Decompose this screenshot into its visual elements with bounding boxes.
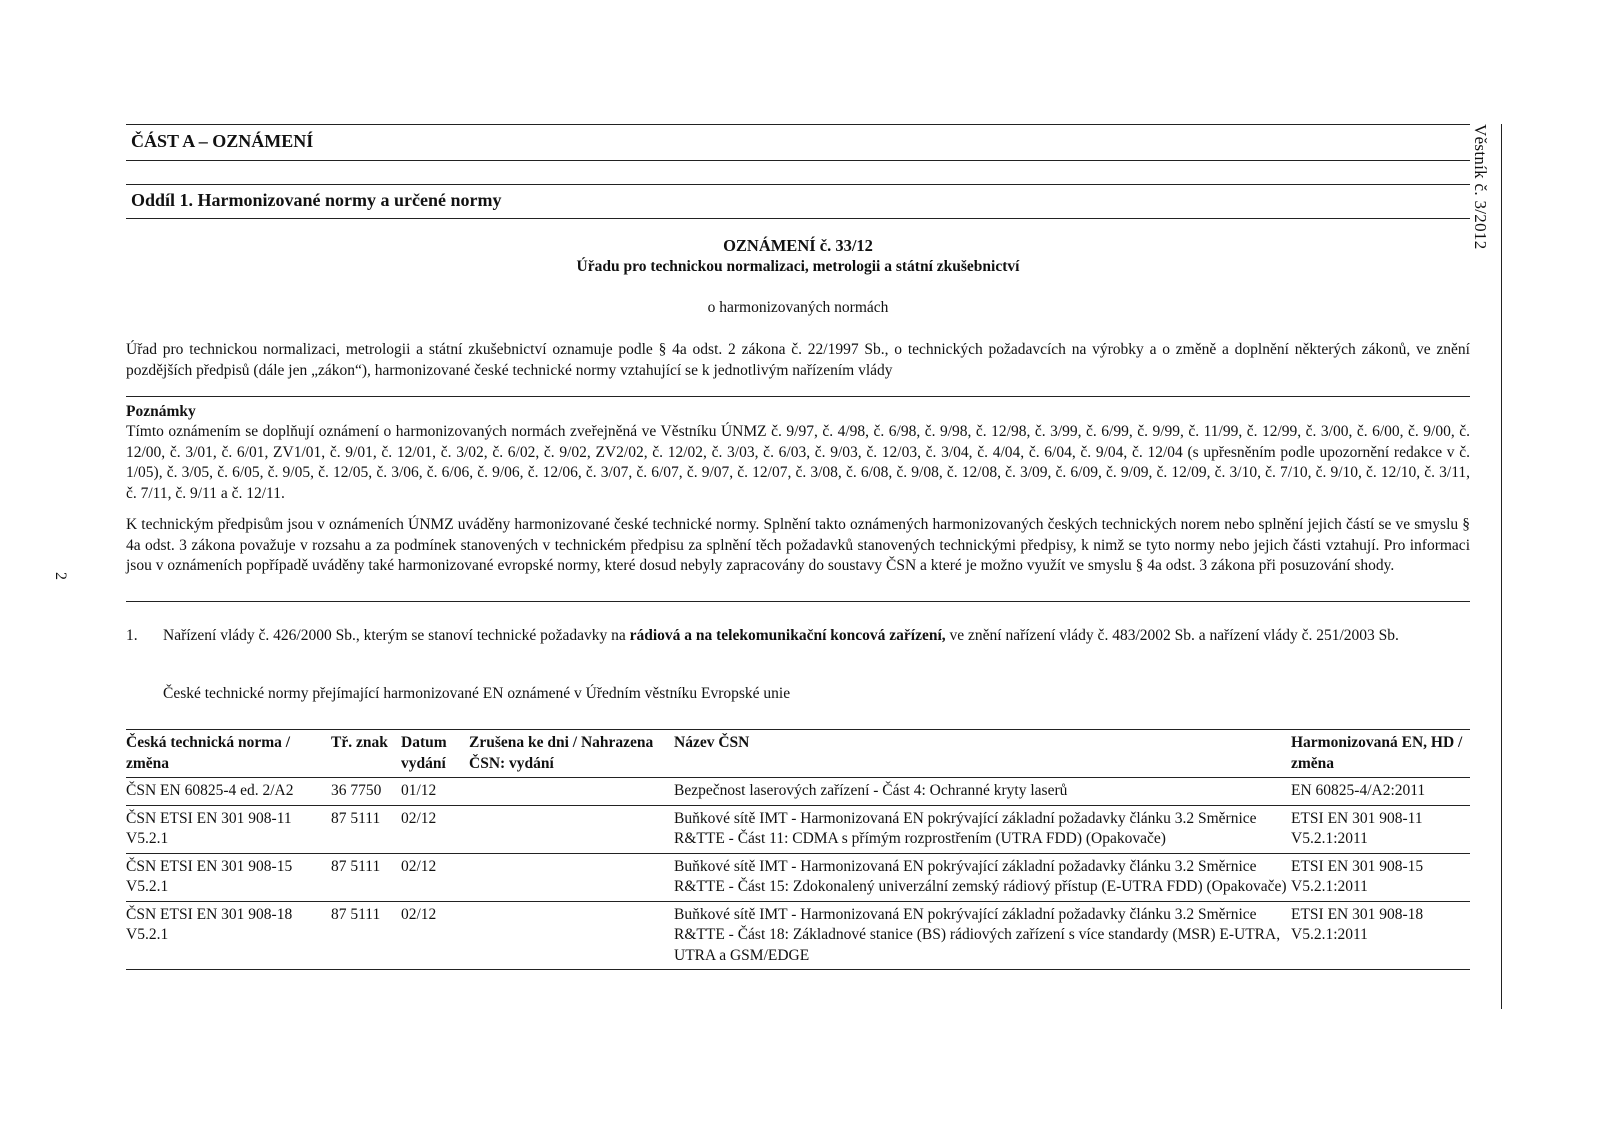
header-norm: Česká technická norma / změna <box>126 734 291 772</box>
cell-title: Buňkové sítě IMT - Harmonizovaná EN pokrývající základní požadavky článku 3.2 Směrnice R&TTE - Část 18: Základnové stanice (BS) rádiových zařízení s více standardy (MSR) E-UTRA, UTRA a GSM/EDGE <box>674 905 1281 964</box>
cell-issue-date: 01/12 <box>401 782 437 799</box>
cell-issue-date: 02/12 <box>401 905 437 923</box>
header-harmonized-en: Harmonizovaná EN, HD / změna <box>1291 734 1463 772</box>
table-row <box>126 901 1470 970</box>
rule-below-section <box>126 218 1470 219</box>
cell-class-code: 87 5111 <box>331 905 381 923</box>
cell-class-code: 87 5111 <box>331 857 381 875</box>
rule-above-section <box>126 184 1470 185</box>
cell-norm: ČSN ETSI EN 301 908-18 V5.2.1 <box>126 905 293 943</box>
cell-withdrawn <box>469 901 674 970</box>
side-rule <box>1501 124 1502 1009</box>
header-issue-date: Datum vydání <box>401 734 447 772</box>
cell-norm: ČSN ETSI EN 301 908-11 V5.2.1 <box>126 809 292 847</box>
cell-norm: ČSN EN 60825-4 ed. 2/A2 <box>126 782 294 799</box>
notice-issuer: Úřadu pro technickou normalizaci, metrologii a státní zkušebnictví <box>576 258 1020 275</box>
rule-below-part <box>126 160 1470 161</box>
item-text-bold: rádiová a na telekomunikační koncová zařízení, <box>629 627 946 644</box>
cell-harmonized-en: ETSI EN 301 908-18 V5.2.1:2011 <box>1291 905 1424 943</box>
part-title: ČÁST A – OZNÁMENÍ <box>131 131 314 151</box>
intro-paragraph: Úřad pro technickou normalizaci, metrologii a státní zkušebnictví oznamuje podle § 4a odst. 2 zákona č. 22/1997 Sb., o technických požadavcích na výrobky a o změně a doplnění některých zákonů, ve znění pozdějších předpisů (dále jen „zákon“), harmonizované české technické normy vztahující se k jednotlivým nařízením vlády <box>126 341 1470 379</box>
cell-withdrawn <box>469 853 674 901</box>
cell-withdrawn <box>469 778 674 806</box>
standards-table <box>126 729 1470 970</box>
item-subtitle: České technické normy přejímající harmonizované EN oznámené v Úředním věstníku Evropské unie <box>163 685 791 702</box>
cell-title: Bezpečnost laserových zařízení - Část 4: Ochranné kryty laserů <box>674 782 1068 799</box>
item-number: 1. <box>126 627 138 644</box>
rule-top <box>126 124 1470 125</box>
cell-harmonized-en: ETSI EN 301 908-11 V5.2.1:2011 <box>1291 809 1423 847</box>
cell-issue-date: 02/12 <box>401 857 437 875</box>
cell-title: Buňkové sítě IMT - Harmonizovaná EN pokrývající základní požadavky článku 3.2 Směrnice R&TTE - Část 11: CDMA s přímým rozprostřením (UTRA FDD) (Opakovače) <box>674 809 1257 847</box>
cell-class-code: 87 5111 <box>331 809 381 827</box>
rule-above-notes <box>126 396 1470 397</box>
header-class-code: Tř. znak <box>331 734 388 751</box>
side-header: Věstník č. 3/2012 <box>1471 124 1490 250</box>
cell-issue-date: 02/12 <box>401 809 437 827</box>
cell-class-code: 36 7750 <box>331 782 382 799</box>
item-text-after: ve znění nařízení vlády č. 483/2002 Sb. a nařízení vlády č. 251/2003 Sb. <box>945 627 1399 644</box>
notes-paragraph: Tímto oznámením se doplňují oznámení o harmonizovaných normách zveřejněná ve Věstníku ÚNMZ č. 9/97, č. 4/98, č. 6/98, č. 9/98, č. 12/98, č. 3/99, č. 6/99, č. 9/99, č. 11/99, č. 12/99, č. 3/00, č. 6/00, č. 9/00, č. 12/00, č. 3/01, č. 6/01, ZV1/01, č. 9/01, č. 12/01, č. 3/02, č. 6/02, č. 9/02, ZV2/02, č. 12/02, č. 3/03, č. 6/03, č. 9/03, č. 12/03, č. 3/04, č. 4/04, č. 6/04, č. 9/04, č. 12/04 (s upřesněním podle upozornění redakce v č. 1/05), č. 3/05, č. 6/05, č. 9/05, č. 12/05, č. 3/06, č. 6/06, č. 9/06, č. 12/06, č. 3/07, č. 6/07, č. 9/07, č. 12/07, č. 3/08, č. 6/08, č. 9/08, č. 12/08, č. 3/09, č. 6/09, č. 9/09, č. 12/09, č. 3/10, č. 7/10, č. 9/10, č. 12/10, č. 3/11, č. 7/11, č. 9/11 a č. 12/11. <box>126 423 1470 502</box>
cell-harmonized-en: EN 60825-4/A2:2011 <box>1291 782 1426 799</box>
notice-topic: o harmonizovaných normách <box>707 299 889 316</box>
rule-below-explanation <box>126 601 1470 602</box>
cell-withdrawn <box>469 805 674 853</box>
header-withdrawn: Zrušena ke dni / Nahrazena ČSN: vydání <box>469 734 654 772</box>
cell-harmonized-en: ETSI EN 301 908-15 V5.2.1:2011 <box>1291 857 1424 895</box>
table-row <box>126 778 1470 806</box>
header-title: Název ČSN <box>674 734 750 751</box>
section-title: Oddíl 1. Harmonizované normy a určené normy <box>131 190 502 210</box>
table-header-row <box>126 730 1470 778</box>
notes-heading: Poznámky <box>126 403 196 420</box>
cell-title: Buňkové sítě IMT - Harmonizovaná EN pokrývající základní požadavky článku 3.2 Směrnice R&TTE - Část 15: Zdokonalený univerzální zemský rádiový přístup (E-UTRA FDD) (Opakovače) <box>674 857 1287 895</box>
table-row <box>126 805 1470 853</box>
notice-title: OZNÁMENÍ č. 33/12 <box>723 236 873 255</box>
explanation-paragraph: K technickým předpisům jsou v oznámeních ÚNMZ uváděny harmonizované české technické normy. Splnění takto oznámených harmonizovaných českých technických norem nebo splnění jejich částí se ve smyslu § 4a odst. 3 zákona považuje v rozsahu a za podmínek stanovených v technickém předpisu za splnění těch požadavků stanovených technickými předpisy, k nimž se tyto normy nebo jejich části vztahují. Pro informaci jsou v oznámeních popřípadě uváděny také harmonizované evropské normy, které dosud nebyly zapracovány do soustavy ČSN a které je možno využít ve smyslu § 4a odst. 3 zákona při posuzování shody. <box>126 516 1470 574</box>
item-text-before: Nařízení vlády č. 426/2000 Sb., kterým se stanoví technické požadavky na <box>163 627 630 644</box>
cell-norm: ČSN ETSI EN 301 908-15 V5.2.1 <box>126 857 293 895</box>
page-number: 2 <box>52 572 69 580</box>
table-row <box>126 853 1470 901</box>
item-text <box>163 626 1468 647</box>
